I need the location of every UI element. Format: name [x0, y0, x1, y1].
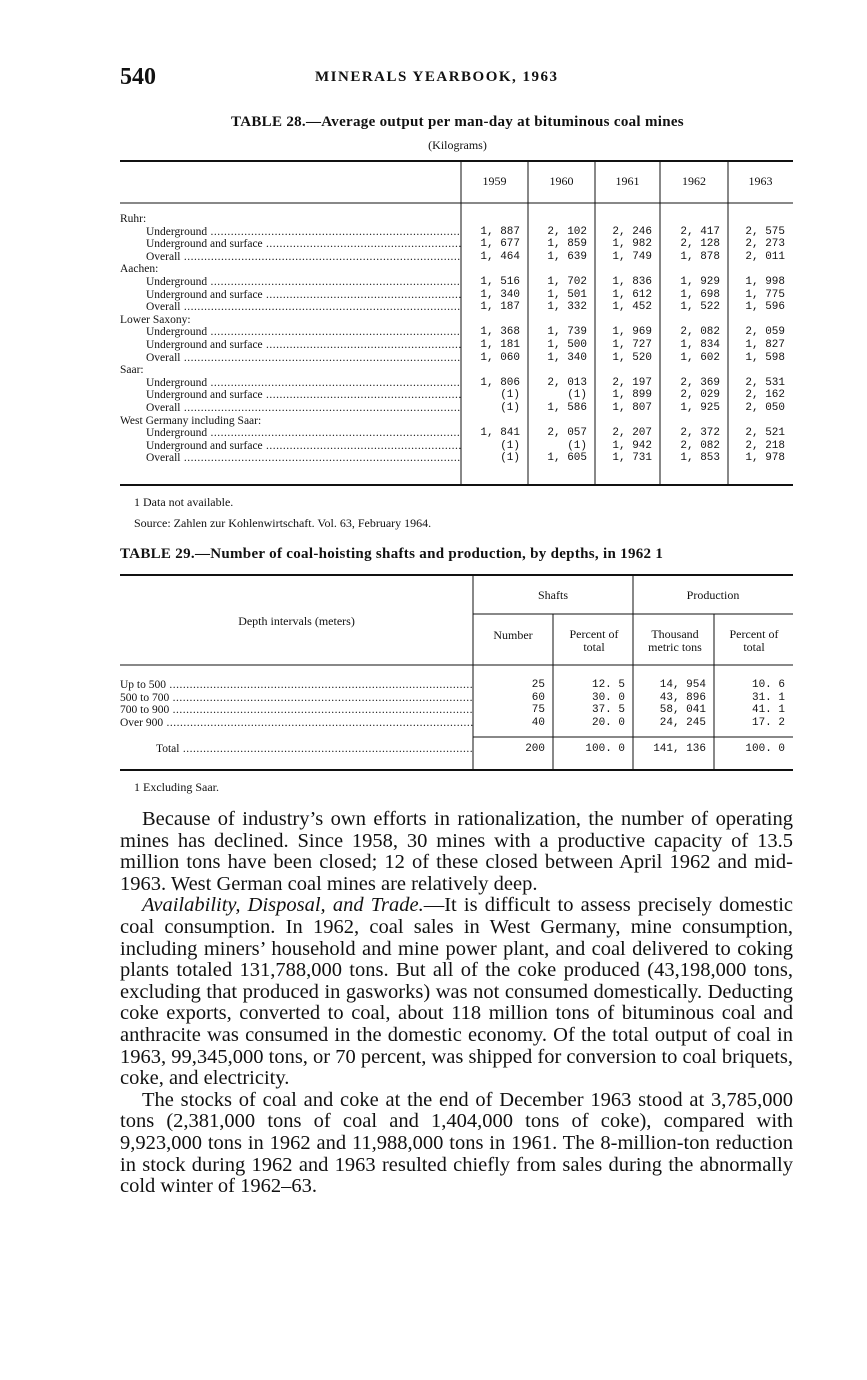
value-cell: 1, 834 [680, 338, 720, 351]
row-label: Underground [146, 275, 208, 288]
value-cell: 14, 954 [659, 679, 706, 691]
total-percent: 100. 0 [745, 743, 785, 755]
page-number: 540 [120, 64, 156, 90]
value-cell: 1, 698 [680, 288, 720, 301]
value-cell: 2, 218 [745, 439, 785, 452]
value-cell: 1, 749 [612, 250, 652, 263]
row-label: 700 to 900 [120, 704, 170, 717]
value-cell: 1, 806 [480, 376, 520, 389]
group-label: Ruhr: [120, 213, 147, 225]
value-cell: 1, 925 [680, 401, 720, 414]
value-cell: 2, 029 [680, 389, 720, 402]
value-cell: 1, 605 [547, 452, 587, 465]
table28-header [461, 175, 793, 188]
value-cell: 1, 998 [745, 275, 785, 288]
table28-unit: (Kilograms) [428, 138, 487, 152]
row-label: Over 900 [120, 716, 164, 729]
table-row [120, 692, 793, 705]
value-cell: 1, 899 [612, 389, 652, 402]
total-label: Total [156, 743, 180, 755]
value-cell: 2, 531 [745, 376, 785, 389]
value-cell: 1, 368 [480, 326, 520, 339]
table-row [120, 289, 793, 302]
value-cell: 1, 332 [547, 301, 587, 314]
table-row [120, 679, 793, 692]
table-row [120, 427, 793, 440]
row-label: Underground and surface [146, 238, 263, 251]
value-cell: 2, 013 [547, 376, 587, 389]
value-cell: 10. 6 [751, 679, 785, 691]
row-label: Overall [146, 301, 181, 314]
row-label: Underground and surface [146, 338, 263, 351]
year-header: 1961 [615, 174, 640, 188]
table-row [120, 704, 793, 717]
value-cell: 2, 417 [680, 225, 720, 238]
value-cell: 20. 0 [591, 716, 625, 729]
table29-number-header: Number [493, 628, 533, 642]
running-title: MINERALS YEARBOOK, 1963 [315, 69, 559, 85]
year-header: 1959 [482, 174, 507, 188]
table29-title: TABLE 29.—Number of coal-hoisting shafts and production, by depths, in 1962 1 [120, 546, 664, 562]
value-cell: 30. 0 [591, 691, 625, 704]
table-row [120, 352, 793, 365]
value-cell: (1) [567, 389, 587, 402]
value-cell: 60 [531, 691, 545, 704]
value-cell: 2, 082 [680, 326, 720, 339]
row-label: 500 to 700 [120, 691, 170, 704]
value-cell: 2, 102 [547, 225, 587, 238]
value-cell: 1, 612 [612, 288, 652, 301]
row-label: Underground and surface [146, 288, 263, 301]
value-cell: 1, 836 [612, 275, 652, 288]
paragraph: The stocks of coal and coke at the end of December 1963 stood at 3,785,000 tons (2,381,000 tons of coal and 1,404,000 tons of coke), compared with 9,923,000 tons in 1962 and 11,988,000 tons in 1961. The 8-million-ton reduction in stock during 1962 and 1963 resulted chiefly from sales during the abnormally cold winter of 1962–63. [120, 1088, 793, 1198]
year-header: 1962 [682, 174, 706, 188]
table-row [120, 440, 793, 453]
table-row [120, 389, 793, 402]
group-row [120, 364, 793, 377]
table-row [120, 377, 793, 390]
table-row [120, 251, 793, 264]
value-cell: 2, 128 [680, 238, 720, 251]
value-cell: 1, 060 [480, 351, 520, 364]
value-cell: 2, 050 [745, 401, 785, 414]
table29-percent-header: Percent of total [729, 627, 779, 654]
year-header: 1963 [748, 174, 773, 188]
table-row [120, 326, 793, 339]
value-cell: 31. 1 [751, 691, 785, 704]
value-cell: 1, 586 [547, 401, 587, 414]
value-cell: 40 [531, 716, 545, 729]
paragraph-text: —It is difficult to assess precisely domestic coal consumption. In 1962, coal sales in West Germany, mine consumption, including miners’ household and mine power plant, and coal delivered to coking plants totaled 131,788,000 tons. But all of the coke produced (43,198,000 tons, excluding that produced in gasworks) was not consumed domestically. Deducting coke exports, converted to coal, about 118 million tons of bituminous coal and anthracite was consumed in the domestic economy. Of the total output of coal in 1963, 99,345,000 tons, or 70 percent, was shipped for conversion to coal briquets, coke, and electricity. [120, 894, 793, 1090]
value-cell: 1, 522 [680, 301, 720, 314]
row-label: Underground [146, 326, 208, 339]
value-cell: 1, 500 [547, 338, 587, 351]
paragraph: Because of industry’s own efforts in rationalization, the number of operating mines has declined. Since 1958, 30 mines with a productive capacity of 13.5 million tons have been closed; 12 of these closed between April 1962 and mid-1963. West German coal mines are relatively deep. [120, 808, 793, 895]
value-cell: 2, 082 [680, 439, 720, 452]
value-cell: 41. 1 [751, 704, 785, 717]
value-cell: 1, 340 [547, 351, 587, 364]
value-cell: 1, 727 [612, 338, 652, 351]
value-cell: 2, 057 [547, 427, 587, 440]
value-cell: 1, 969 [612, 326, 652, 339]
value-cell: 1, 853 [680, 452, 720, 465]
table-row [120, 743, 793, 756]
value-cell: 75 [531, 704, 545, 717]
value-cell: (1) [500, 439, 520, 452]
value-cell: 2, 372 [680, 427, 720, 440]
row-label: Up to 500 [120, 679, 166, 691]
value-cell: 1, 827 [745, 338, 785, 351]
value-cell: 2, 197 [612, 376, 652, 389]
year-header: 1960 [549, 174, 574, 188]
table29-percent-header: Percent of total [569, 627, 619, 654]
value-cell: 2, 575 [745, 225, 785, 238]
value-cell: (1) [500, 401, 520, 414]
table29-footnote: 1 Excluding Saar. [134, 780, 219, 794]
value-cell: 1, 520 [612, 351, 652, 364]
table-row [120, 452, 793, 465]
paragraph [120, 895, 793, 1089]
value-cell: 1, 598 [745, 351, 785, 364]
value-cell: 37. 5 [591, 704, 625, 717]
group-row [120, 314, 793, 327]
value-cell: 1, 859 [547, 238, 587, 251]
value-cell: 1, 187 [480, 301, 520, 314]
table29-body [120, 679, 793, 729]
table-row [120, 301, 793, 314]
group-label: Aachen: [120, 263, 159, 276]
value-cell: 1, 929 [680, 275, 720, 288]
value-cell: 1, 978 [745, 452, 785, 465]
row-label: Underground and surface [146, 389, 263, 402]
row-label: Underground [146, 376, 208, 389]
value-cell: 1, 807 [612, 401, 652, 414]
total-number: 200 [525, 743, 545, 755]
value-cell: 2, 207 [612, 427, 652, 440]
value-cell: 1, 841 [480, 427, 520, 440]
value-cell: 2, 246 [612, 225, 652, 238]
table29-production-header: Production [686, 588, 740, 602]
value-cell: 17. 2 [751, 716, 785, 729]
table28-source: Source: Zahlen zur Kohlenwirtschaft. Vol. 63, February 1964. [134, 516, 432, 530]
body-text [120, 809, 793, 1198]
table29-total [120, 743, 793, 756]
value-cell: 25 [531, 679, 545, 691]
value-cell: 1, 452 [612, 301, 652, 314]
table28-title: TABLE 28.—Average output per man-day at bituminous coal mines [231, 114, 684, 130]
row-label: Underground [146, 427, 208, 440]
value-cell: 1, 516 [480, 275, 520, 288]
group-row [120, 415, 793, 428]
value-cell: 2, 162 [745, 389, 785, 402]
value-cell: 2, 369 [680, 376, 720, 389]
value-cell: 1, 878 [680, 250, 720, 263]
value-cell: 1, 181 [480, 338, 520, 351]
table-row [120, 276, 793, 289]
value-cell: (1) [500, 452, 520, 465]
value-cell: 1, 982 [612, 238, 652, 251]
group-label: Saar: [120, 364, 144, 377]
row-label: Underground [146, 225, 208, 238]
group-row [120, 263, 793, 276]
row-label: Overall [146, 401, 181, 414]
value-cell: 1, 501 [547, 288, 587, 301]
value-cell: 2, 011 [745, 250, 785, 263]
value-cell: 43, 896 [659, 691, 706, 704]
table29-thousand-header: Thousand metric tons [648, 627, 702, 654]
value-cell: 1, 639 [547, 250, 587, 263]
row-label: Overall [146, 452, 181, 465]
row-label: Overall [146, 250, 181, 263]
row-label: Underground and surface [146, 439, 263, 452]
total-percent: 100. 0 [585, 743, 625, 755]
value-cell: 58, 041 [659, 704, 706, 717]
total-thousand: 141, 136 [653, 743, 706, 755]
value-cell: 1, 887 [480, 225, 520, 238]
table28-footnote: 1 Data not available. [134, 495, 234, 509]
value-cell: 1, 739 [547, 326, 587, 339]
value-cell: 1, 464 [480, 250, 520, 263]
value-cell: (1) [500, 389, 520, 402]
value-cell: 1, 942 [612, 439, 652, 452]
value-cell: (1) [567, 439, 587, 452]
section-heading: Availability, Disposal, and Trade. [142, 894, 424, 917]
value-cell: 1, 340 [480, 288, 520, 301]
value-cell: 1, 731 [612, 452, 652, 465]
table28-body [120, 213, 793, 465]
group-label: Lower Saxony: [120, 313, 191, 326]
row-label: Overall [146, 351, 181, 364]
table-row [120, 402, 793, 415]
value-cell: 24, 245 [659, 716, 706, 729]
table-row [120, 226, 793, 239]
group-row [120, 213, 793, 226]
value-cell: 2, 521 [745, 427, 785, 440]
value-cell: 12. 5 [591, 679, 625, 691]
value-cell: 2, 273 [745, 238, 785, 251]
value-cell: 2, 059 [745, 326, 785, 339]
value-cell: 1, 702 [547, 275, 587, 288]
table-row [120, 238, 793, 251]
table29-shafts-header: Shafts [538, 588, 568, 602]
value-cell: 1, 596 [745, 301, 785, 314]
value-cell: 1, 775 [745, 288, 785, 301]
table-row [120, 717, 793, 730]
table-row [120, 339, 793, 352]
value-cell: 1, 677 [480, 238, 520, 251]
value-cell: 1, 602 [680, 351, 720, 364]
group-label: West Germany including Saar: [120, 414, 262, 427]
table29-depth-header: Depth intervals (meters) [238, 614, 355, 628]
